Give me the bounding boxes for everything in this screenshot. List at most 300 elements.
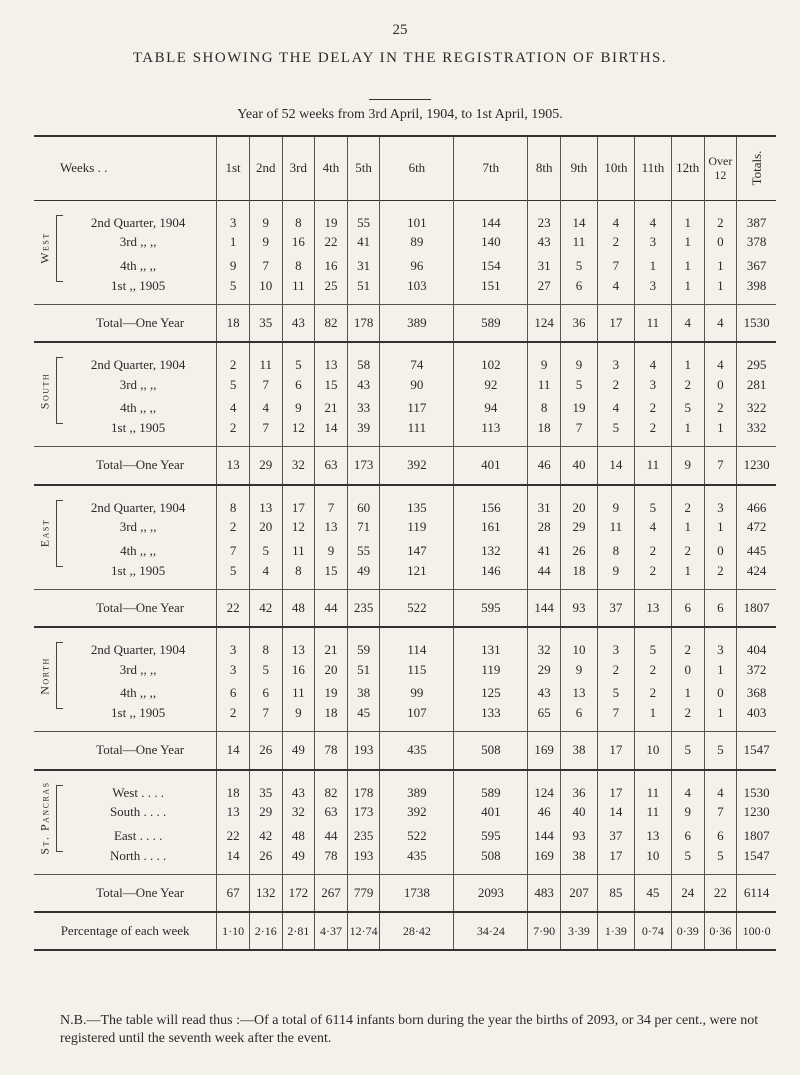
value-cell: 5 — [634, 627, 671, 658]
value-cell: 17 — [282, 485, 315, 516]
header-row — [34, 136, 776, 200]
value-cell: 6 — [249, 682, 282, 706]
value-cell: 37 — [597, 824, 634, 848]
value-cell: 29 — [560, 516, 597, 540]
row-total-cell: 387 — [737, 200, 776, 231]
value-cell: 114 — [380, 627, 454, 658]
value-cell: 6 — [282, 373, 315, 397]
value-cell: 178 — [347, 770, 380, 801]
total-value-cell: 4 — [671, 304, 704, 342]
total-value-cell: 1230 — [737, 447, 776, 485]
percentage-cell: 7·90 — [528, 912, 561, 950]
row-label: 1st ,, 1905 — [111, 420, 166, 435]
total-value-cell: 29 — [249, 447, 282, 485]
total-value-cell: 178 — [347, 304, 380, 342]
value-cell: 89 — [380, 231, 454, 255]
value-cell: 1 — [671, 563, 704, 590]
total-value-cell: 1807 — [737, 589, 776, 627]
value-cell: 5 — [560, 373, 597, 397]
value-cell: 2 — [634, 539, 671, 563]
value-cell: 31 — [528, 485, 561, 516]
table-row — [34, 627, 776, 658]
total-value-cell: 6 — [704, 589, 737, 627]
value-cell: 9 — [528, 342, 561, 373]
value-cell: 29 — [249, 801, 282, 825]
total-value-cell: 11 — [634, 304, 671, 342]
value-cell: 13 — [560, 682, 597, 706]
value-cell: 2 — [634, 682, 671, 706]
value-cell: 161 — [454, 516, 528, 540]
value-cell: 12 — [282, 420, 315, 447]
value-cell: 111 — [380, 420, 454, 447]
value-cell: 14 — [315, 420, 348, 447]
row-label: 4th ,, ,, — [120, 400, 157, 416]
value-cell: 2 — [671, 627, 704, 658]
value-cell: 5 — [282, 342, 315, 373]
value-cell: 51 — [347, 658, 380, 682]
total-label-cell — [34, 732, 217, 770]
value-cell: 18 — [217, 770, 250, 801]
row-label: 4th ,, ,, — [120, 685, 157, 701]
value-cell: 11 — [282, 539, 315, 563]
total-row — [34, 447, 776, 485]
value-cell: 13 — [315, 342, 348, 373]
value-cell: 9 — [671, 801, 704, 825]
total-label: Total—One Year — [96, 884, 185, 900]
section-name: St. Pancras — [37, 781, 52, 855]
percentage-cell: 28·42 — [380, 912, 454, 950]
row-label: South . . . . — [109, 804, 167, 820]
row-label-cell — [34, 539, 217, 563]
value-cell: 42 — [249, 824, 282, 848]
row-label: 3rd ,, ,, — [119, 376, 157, 392]
value-cell: 1 — [704, 278, 737, 305]
value-cell: 2 — [704, 563, 737, 590]
section-name: North — [37, 656, 52, 695]
row-total-cell: 372 — [737, 658, 776, 682]
value-cell: 5 — [249, 658, 282, 682]
total-value-cell: 169 — [528, 732, 561, 770]
table-row — [34, 563, 776, 590]
total-value-cell: 38 — [560, 732, 597, 770]
total-value-cell: 389 — [380, 304, 454, 342]
row-total-cell: 403 — [737, 705, 776, 732]
value-cell: 16 — [282, 231, 315, 255]
value-cell: 2 — [217, 420, 250, 447]
page-number: 25 — [392, 22, 408, 38]
total-value-cell: 37 — [597, 589, 634, 627]
value-cell: 147 — [380, 539, 454, 563]
value-cell: 117 — [380, 397, 454, 421]
row-label-cell — [34, 563, 217, 590]
total-value-cell: 589 — [454, 304, 528, 342]
value-cell: 8 — [282, 254, 315, 278]
total-value-cell: 132 — [249, 874, 282, 912]
row-total-cell: 322 — [737, 397, 776, 421]
value-cell: 5 — [671, 397, 704, 421]
value-cell: 51 — [347, 278, 380, 305]
value-cell: 15 — [315, 563, 348, 590]
value-cell: 3 — [217, 627, 250, 658]
total-value-cell: 22 — [217, 589, 250, 627]
value-cell: 132 — [454, 539, 528, 563]
value-cell: 17 — [597, 770, 634, 801]
total-value-cell: 11 — [634, 447, 671, 485]
value-cell: 2 — [217, 342, 250, 373]
value-cell: 25 — [315, 278, 348, 305]
row-total-cell: 398 — [737, 278, 776, 305]
value-cell: 13 — [217, 801, 250, 825]
value-cell: 27 — [528, 278, 561, 305]
total-label: Total—One Year — [96, 314, 185, 330]
col-header: 6th — [380, 136, 454, 200]
value-cell: 6 — [671, 824, 704, 848]
value-cell: 1 — [671, 200, 704, 231]
value-cell: 5 — [217, 278, 250, 305]
value-cell: 7 — [704, 801, 737, 825]
total-value-cell: 26 — [249, 732, 282, 770]
value-cell: 2 — [671, 485, 704, 516]
value-cell: 1 — [634, 254, 671, 278]
value-cell: 5 — [217, 373, 250, 397]
total-label: Total—One Year — [96, 457, 185, 473]
value-cell: 1 — [671, 254, 704, 278]
value-cell: 595 — [454, 824, 528, 848]
total-value-cell: 14 — [597, 447, 634, 485]
value-cell: 1 — [671, 342, 704, 373]
value-cell: 7 — [597, 705, 634, 732]
col-header: 11th — [634, 136, 671, 200]
value-cell: 45 — [347, 705, 380, 732]
row-label-cell — [34, 848, 217, 875]
value-cell: 5 — [704, 848, 737, 875]
value-cell: 3 — [217, 200, 250, 231]
row-total-cell: 404 — [737, 627, 776, 658]
value-cell: 11 — [597, 516, 634, 540]
table-row — [34, 231, 776, 255]
total-value-cell: 13 — [217, 447, 250, 485]
value-cell: 23 — [528, 200, 561, 231]
value-cell: 4 — [634, 200, 671, 231]
value-cell: 26 — [249, 848, 282, 875]
row-label-cell — [34, 231, 217, 255]
value-cell: 43 — [528, 682, 561, 706]
value-cell: 5 — [597, 682, 634, 706]
total-value-cell: 17 — [597, 732, 634, 770]
value-cell: 60 — [347, 485, 380, 516]
value-cell: 5 — [560, 254, 597, 278]
value-cell: 59 — [347, 627, 380, 658]
value-cell: 19 — [560, 397, 597, 421]
value-cell: 0 — [704, 682, 737, 706]
total-row — [34, 589, 776, 627]
value-cell: 32 — [528, 627, 561, 658]
value-cell: 7 — [560, 420, 597, 447]
total-value-cell: 44 — [315, 589, 348, 627]
row-label: 2nd Quarter, 1904 — [90, 357, 186, 372]
row-label-cell — [34, 824, 217, 848]
row-total-cell: 295 — [737, 342, 776, 373]
value-cell: 20 — [560, 485, 597, 516]
total-label-cell — [34, 304, 217, 342]
percentage-cell: 2·81 — [282, 912, 315, 950]
value-cell: 8 — [249, 627, 282, 658]
value-cell: 135 — [380, 485, 454, 516]
row-label-cell — [34, 373, 217, 397]
total-value-cell: 18 — [217, 304, 250, 342]
value-cell: 48 — [282, 824, 315, 848]
row-label-cell — [34, 278, 217, 305]
value-cell: 16 — [315, 254, 348, 278]
value-cell: 32 — [282, 801, 315, 825]
value-cell: 5 — [597, 420, 634, 447]
value-cell: 3 — [597, 627, 634, 658]
total-value-cell: 401 — [454, 447, 528, 485]
row-label-cell — [34, 658, 217, 682]
section-name: East — [37, 518, 52, 548]
row-total-cell: 424 — [737, 563, 776, 590]
value-cell: 18 — [528, 420, 561, 447]
row-total-cell: 1530 — [737, 770, 776, 801]
row-total-cell: 367 — [737, 254, 776, 278]
total-value-cell: 522 — [380, 589, 454, 627]
value-cell: 1 — [671, 516, 704, 540]
total-label-cell — [34, 589, 217, 627]
total-value-cell: 36 — [560, 304, 597, 342]
value-cell: 8 — [282, 200, 315, 231]
value-cell: 11 — [634, 801, 671, 825]
value-cell: 7 — [249, 705, 282, 732]
row-total-cell: 1807 — [737, 824, 776, 848]
value-cell: 0 — [671, 658, 704, 682]
value-cell: 0 — [704, 539, 737, 563]
value-cell: 2 — [597, 231, 634, 255]
value-cell: 93 — [560, 824, 597, 848]
total-value-cell: 1530 — [737, 304, 776, 342]
value-cell: 55 — [347, 200, 380, 231]
value-cell: 65 — [528, 705, 561, 732]
value-cell: 9 — [315, 539, 348, 563]
percentage-cell: 3·39 — [560, 912, 597, 950]
total-row — [34, 304, 776, 342]
table-row — [34, 824, 776, 848]
row-label: 2nd Quarter, 1904 — [90, 642, 186, 657]
value-cell: 11 — [282, 278, 315, 305]
value-cell: 11 — [634, 770, 671, 801]
total-value-cell: 235 — [347, 589, 380, 627]
percentage-cell: 100·0 — [737, 912, 776, 950]
value-cell: 19 — [315, 200, 348, 231]
total-value-cell: 267 — [315, 874, 348, 912]
row-label-cell — [34, 516, 217, 540]
col-header: 1st — [217, 136, 250, 200]
value-cell: 173 — [347, 801, 380, 825]
col-header: 8th — [528, 136, 561, 200]
value-cell: 193 — [347, 848, 380, 875]
value-cell: 44 — [528, 563, 561, 590]
value-cell: 11 — [528, 373, 561, 397]
table-row — [34, 848, 776, 875]
total-value-cell: 67 — [217, 874, 250, 912]
col-header: 7th — [454, 136, 528, 200]
value-cell: 4 — [671, 770, 704, 801]
value-cell: 71 — [347, 516, 380, 540]
value-cell: 94 — [454, 397, 528, 421]
value-cell: 12 — [282, 516, 315, 540]
total-value-cell: 508 — [454, 732, 528, 770]
table-row — [34, 373, 776, 397]
value-cell: 2 — [704, 200, 737, 231]
value-cell: 31 — [347, 254, 380, 278]
value-cell: 17 — [597, 848, 634, 875]
table-row — [34, 397, 776, 421]
value-cell: 1 — [671, 682, 704, 706]
value-cell: 9 — [597, 485, 634, 516]
percentage-cell: 0·36 — [704, 912, 737, 950]
row-label: 3rd ,, ,, — [119, 519, 157, 535]
value-cell: 82 — [315, 770, 348, 801]
value-cell: 13 — [634, 824, 671, 848]
value-cell: 1 — [671, 231, 704, 255]
value-cell: 9 — [597, 563, 634, 590]
col-header: 12th — [671, 136, 704, 200]
col-header-weeks: Weeks . . — [60, 160, 108, 176]
total-value-cell: 63 — [315, 447, 348, 485]
value-cell: 78 — [315, 848, 348, 875]
value-cell: 16 — [282, 658, 315, 682]
table-row — [34, 658, 776, 682]
total-value-cell: 13 — [634, 589, 671, 627]
row-label: West . . . . — [112, 784, 164, 800]
value-cell: 522 — [380, 824, 454, 848]
value-cell: 1 — [704, 705, 737, 732]
table-row — [34, 485, 776, 516]
col-header: 3rd — [282, 136, 315, 200]
row-total-cell: 445 — [737, 539, 776, 563]
value-cell: 22 — [315, 231, 348, 255]
value-cell: 21 — [315, 627, 348, 658]
value-cell: 49 — [282, 848, 315, 875]
percentage-cell: 0·74 — [634, 912, 671, 950]
total-value-cell: 6114 — [737, 874, 776, 912]
col-header-totals: Totals. — [737, 136, 776, 200]
percentage-cell: 0·39 — [671, 912, 704, 950]
value-cell: 3 — [704, 485, 737, 516]
row-total-cell: 466 — [737, 485, 776, 516]
row-total-cell: 378 — [737, 231, 776, 255]
value-cell: 29 — [528, 658, 561, 682]
value-cell: 55 — [347, 539, 380, 563]
percentage-row — [34, 912, 776, 950]
row-total-cell: 1547 — [737, 848, 776, 875]
value-cell: 1 — [704, 254, 737, 278]
value-cell: 4 — [634, 516, 671, 540]
page-title: TABLE SHOWING THE DELAY IN THE REGISTRATION OF BIRTHS. — [132, 50, 668, 66]
percentage-cell: 2·16 — [249, 912, 282, 950]
value-cell: 3 — [634, 231, 671, 255]
value-cell: 2 — [634, 563, 671, 590]
value-cell: 3 — [217, 658, 250, 682]
value-cell: 18 — [560, 563, 597, 590]
percentage-cell: 34·24 — [454, 912, 528, 950]
value-cell: 4 — [704, 770, 737, 801]
value-cell: 11 — [560, 231, 597, 255]
value-cell: 39 — [347, 420, 380, 447]
value-cell: 2 — [217, 705, 250, 732]
total-value-cell: 45 — [634, 874, 671, 912]
value-cell: 119 — [380, 516, 454, 540]
total-value-cell: 32 — [282, 447, 315, 485]
total-value-cell: 93 — [560, 589, 597, 627]
total-value-cell: 9 — [671, 447, 704, 485]
total-label-cell — [34, 874, 217, 912]
value-cell: 589 — [454, 770, 528, 801]
value-cell: 5 — [634, 485, 671, 516]
value-cell: 2 — [671, 705, 704, 732]
title-rule — [369, 99, 431, 100]
value-cell: 14 — [217, 848, 250, 875]
row-total-cell: 368 — [737, 682, 776, 706]
value-cell: 44 — [315, 824, 348, 848]
value-cell: 41 — [528, 539, 561, 563]
value-cell: 41 — [347, 231, 380, 255]
value-cell: 121 — [380, 563, 454, 590]
total-label: Total—One Year — [96, 599, 185, 615]
value-cell: 99 — [380, 682, 454, 706]
value-cell: 4 — [597, 397, 634, 421]
value-cell: 11 — [249, 342, 282, 373]
value-cell: 31 — [528, 254, 561, 278]
value-cell: 9 — [249, 200, 282, 231]
value-cell: 7 — [315, 485, 348, 516]
total-value-cell: 172 — [282, 874, 315, 912]
value-cell: 102 — [454, 342, 528, 373]
value-cell: 90 — [380, 373, 454, 397]
value-cell: 8 — [597, 539, 634, 563]
total-value-cell: 2093 — [454, 874, 528, 912]
total-value-cell: 24 — [671, 874, 704, 912]
total-value-cell: 392 — [380, 447, 454, 485]
value-cell: 4 — [217, 397, 250, 421]
row-label: 4th ,, ,, — [120, 257, 157, 273]
value-cell: 6 — [560, 278, 597, 305]
value-cell: 5 — [671, 848, 704, 875]
value-cell: 7 — [217, 539, 250, 563]
row-total-cell: 472 — [737, 516, 776, 540]
value-cell: 435 — [380, 848, 454, 875]
value-cell: 7 — [249, 254, 282, 278]
value-cell: 20 — [249, 516, 282, 540]
percentage-label: Percentage of each week — [60, 923, 190, 938]
value-cell: 46 — [528, 801, 561, 825]
row-total-cell: 1230 — [737, 801, 776, 825]
total-value-cell: 779 — [347, 874, 380, 912]
value-cell: 1 — [671, 420, 704, 447]
total-value-cell: 22 — [704, 874, 737, 912]
value-cell: 2 — [704, 397, 737, 421]
value-cell: 1 — [704, 658, 737, 682]
value-cell: 13 — [249, 485, 282, 516]
value-cell: 3 — [634, 373, 671, 397]
value-cell: 5 — [249, 539, 282, 563]
value-cell: 6 — [704, 824, 737, 848]
total-value-cell: 435 — [380, 732, 454, 770]
value-cell: 2 — [671, 373, 704, 397]
value-cell: 19 — [315, 682, 348, 706]
total-value-cell: 17 — [597, 304, 634, 342]
value-cell: 2 — [217, 516, 250, 540]
value-cell: 96 — [380, 254, 454, 278]
